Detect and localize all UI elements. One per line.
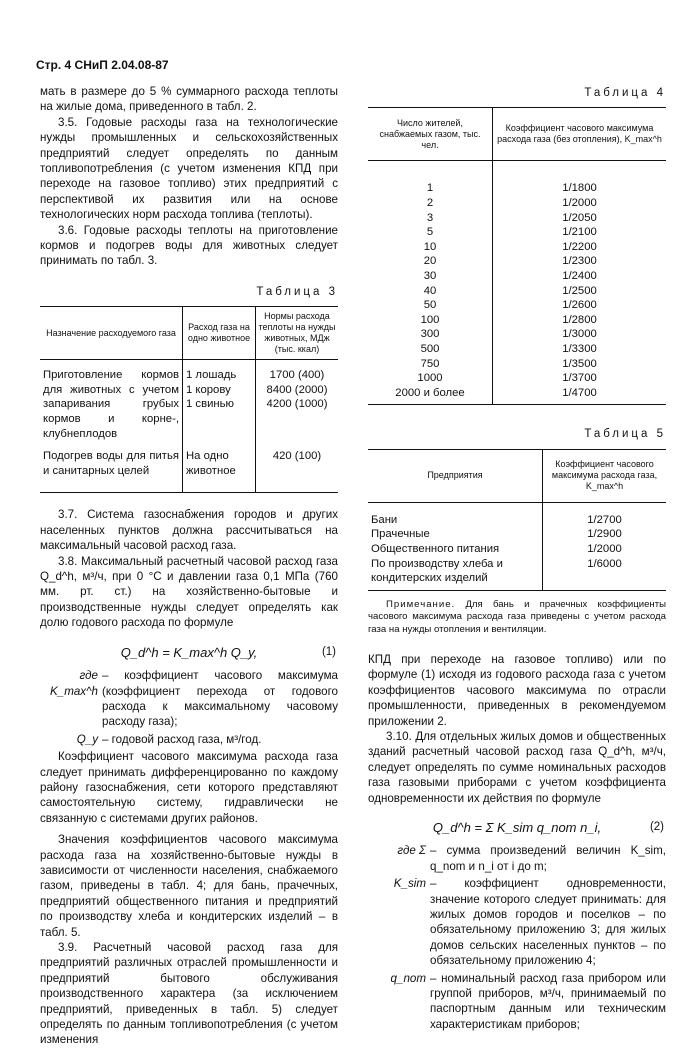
table-cell: 1/2100 xyxy=(493,225,667,240)
formula-2-number: (2) xyxy=(649,820,664,833)
table-row xyxy=(368,269,666,284)
table-cell-line: 1700 (400) xyxy=(269,369,325,382)
table-cell: 1/2200 xyxy=(493,240,667,255)
right-column xyxy=(368,84,666,1034)
table-5-caption: Таблица 5 xyxy=(584,428,666,441)
paragraph-3-6: 3.6. Годовые расходы теплоты на приготовление кормов и подогрев воды для животных следует принимать по табл. 3. xyxy=(40,223,338,268)
note-text: Для бань и прачечных коэффициенты часового максимума расхода газа приведены с учетом расхода газа на нужды отопления и вентиляции. xyxy=(368,598,666,635)
table-cell: 1/3300 xyxy=(493,342,667,357)
table-cell: 1/3000 xyxy=(493,327,667,342)
formula-legend-item xyxy=(40,668,338,730)
paragraph-3-9-continuation: КПД при переходе на газовое топливо) или по формуле (1) исходя из годового расхода газа с учетом коэффициентов часового максимума по отрасли промышленности, приведенных в рекомендуемом приложении 2. xyxy=(368,652,666,728)
table-row xyxy=(368,327,666,342)
table-row xyxy=(40,441,338,493)
table-cell: Приготовление кормов для животных с учетом запаривания грубых кормов и корне-, клубнеплодов xyxy=(43,369,179,440)
table-cell: 50 xyxy=(423,299,437,312)
table-cell: 1/6000 xyxy=(543,557,667,591)
table-cell xyxy=(183,360,256,441)
table-cell: 20 xyxy=(423,255,437,268)
table-cell: 750 xyxy=(420,357,440,370)
table-row xyxy=(368,357,666,372)
table-cell: 1/3500 xyxy=(493,357,667,372)
formula-legend-item xyxy=(368,843,666,874)
table-row xyxy=(368,225,666,240)
table-cell: По производству хлеба и кондитерских изделий xyxy=(371,557,503,585)
table-cell: 1/2700 xyxy=(543,502,667,527)
table-3-header: Нормы расхода теплоты на нужды животных, МДж (тыс. ккал) xyxy=(256,307,339,360)
table-cell: 2 xyxy=(426,197,434,209)
table-cell: 1/4700 xyxy=(493,386,667,405)
table-cell: 30 xyxy=(423,269,437,282)
table-cell: 1/2400 xyxy=(493,269,667,284)
formula-1-expression: Q_d^h = K_max^h Q_y, xyxy=(120,644,258,660)
table-cell: 100 xyxy=(420,313,440,326)
legend-text: – коэффициент часового максимума (коэффициент перехода от годового расхода к максимальному часовому расходу газа); xyxy=(102,669,338,729)
legend-text: – номинальный расход газа прибором или группой приборов, м³/ч, принимаемый по паспортным данным или техническим характеристикам приборов; xyxy=(430,971,666,1031)
table-5-note xyxy=(368,599,666,636)
table-row xyxy=(368,527,666,542)
legend-symbol: где K_max^h xyxy=(50,669,98,698)
table-row xyxy=(368,313,666,328)
formula-2 xyxy=(368,820,666,835)
legend-symbol: K_sim xyxy=(393,877,426,891)
table-row xyxy=(368,298,666,313)
paragraph-3-9: 3.9. Расчетный часовой расход газа для предприятий различных отраслей промышленности и предприятий бытового обслуживания производственного характера (за исключением предприятий, приведенных в табл. 5) следует определять по данным топливопотребления (с учетом изменения xyxy=(40,941,338,1047)
table-row xyxy=(368,502,666,527)
table-5-body xyxy=(368,502,666,590)
table-cell: Прачечные xyxy=(371,528,430,541)
legend-text: – коэффициент одновременности, значение которого следует принимать: для жилых домов городов и поселков – по обязательному приложению 3; для жилых домов сельских населенных пунктов – по обязательному приложению 4; xyxy=(430,877,666,968)
legend-symbol: Q_y xyxy=(76,732,98,746)
table-3-header: Расход газа на одно животное xyxy=(183,307,256,360)
left-column xyxy=(40,84,338,1048)
table-4 xyxy=(368,107,666,405)
table-5-header: Коэффициент часового максимума расхода газа, K_max^h xyxy=(543,449,667,502)
table-cell: 1 xyxy=(426,182,434,195)
table-3-header: Назначение расходуемого газа xyxy=(40,307,183,360)
table-cell: 500 xyxy=(420,342,440,355)
table-cell: На одно животное xyxy=(183,441,256,493)
table-row xyxy=(368,342,666,357)
table-cell: 3 xyxy=(426,211,434,224)
table-row xyxy=(368,284,666,299)
table-5-header: Предприятия xyxy=(368,449,543,502)
formula-1 xyxy=(40,645,338,660)
paragraph-continuation: мать в размере до 5 % суммарного расхода теплоты на жилые дома, приведенного в табл. 2. xyxy=(40,85,338,114)
table-4-header: Число жителей, снабжаемых газом, тыс. чел. xyxy=(368,108,493,161)
formula-legend-item xyxy=(368,876,666,968)
table-cell: 40 xyxy=(423,284,437,297)
table-cell xyxy=(256,360,339,441)
table-row xyxy=(368,196,666,211)
table-row xyxy=(40,360,338,441)
table-cell: 1/2800 xyxy=(493,313,667,328)
table-3-caption: Таблица 3 xyxy=(256,285,338,298)
table-cell: 1/2500 xyxy=(493,284,667,299)
table-row xyxy=(368,542,666,557)
table-cell: 1/2300 xyxy=(493,254,667,269)
table-row xyxy=(368,371,666,386)
note-label: Примечание. xyxy=(386,598,456,610)
table-4-header: Коэффициент часового максимума расхода газа (без отопления), K_max^h xyxy=(493,108,667,161)
paragraph-3-8-b: Коэффициент часового максимума расхода газа следует принимать дифференцированно по каждому району газоснабжения, сети которого представляют самостоятельную систему, гидравлически не связанную с системами других районов. xyxy=(40,750,338,825)
formula-2-expression: Q_d^h = Σ K_sim q_nom n_i, xyxy=(432,819,602,835)
table-cell: 1/2000 xyxy=(493,196,667,211)
formula-legend-item xyxy=(368,971,666,1033)
table-cell: 300 xyxy=(420,328,440,341)
table-cell-line: 4200 (1000) xyxy=(266,398,328,411)
legend-text: – сумма произведений величин K_sim, q_nom и n_i от i до m; xyxy=(430,844,666,873)
table-row xyxy=(368,557,666,591)
paragraph-3-8-c: Значения коэффициентов часового максимума расхода газа на хозяйственно-бытовые нужды в зависимости от численности населения, снабжаемого газом, приведены в табл. 4; для бань, прачечных, предприятий общественного питания и предприятий по производству хлеба и кондитерских изделий – в табл. 5. xyxy=(40,833,338,939)
table-cell: 10 xyxy=(423,240,437,253)
paragraph-3-10: 3.10. Для отдельных жилых домов и общественных зданий расчетный часовой расход газа Q_d^h, м³/ч, следует определять по сумме номинальных расходов газа газовыми приборами с учетом коэффициента одновременности их действия по формуле xyxy=(368,729,666,805)
table-5 xyxy=(368,449,666,591)
table-cell: 1/2600 xyxy=(493,298,667,313)
paragraph-3-5: 3.5. Годовые расходы газа на технологические нужды промышленных и сельскохозяйственных предприятий следует определять по данным топливопотребления (с учетом изменения КПД при переходе на газовое топливо) этих предприятий с перспективой их развития или на основе технологических норм расхода топлива (теплоты). xyxy=(40,115,338,222)
table-cell-line: 8400 (2000) xyxy=(266,383,328,396)
table-cell: Бани xyxy=(371,513,398,526)
table-cell: 1/1800 xyxy=(493,161,667,196)
table-row xyxy=(368,211,666,226)
table-cell: 1/2050 xyxy=(493,211,667,226)
table-row xyxy=(368,254,666,269)
table-cell: 1/3700 xyxy=(493,371,667,386)
table-cell: Подогрев воды для питья и санитарных целей xyxy=(43,450,179,477)
table-4-caption: Таблица 4 xyxy=(584,87,666,99)
table-cell: 2000 и более xyxy=(395,386,465,399)
table-cell-line: 1 лошадь xyxy=(186,369,237,382)
table-cell: 1/2900 xyxy=(543,527,667,542)
table-cell-line: 1 свинью xyxy=(186,398,234,411)
table-row xyxy=(368,386,666,405)
paragraph-3-8: 3.8. Максимальный расчетный часовой расход газа Q_d^h, м³/ч, при 0 °С и давлении газа 0,1 МПа (760 мм. рт. ст.) на хозяйственно-бытовые и производственные нужды следует определять как долю годового расхода по формуле xyxy=(40,554,338,630)
table-cell: 5 xyxy=(426,226,434,239)
page-header: Стр. 4 СНиП 2.04.08-87 xyxy=(36,58,169,72)
table-cell: Общественного питания xyxy=(371,542,500,555)
paragraph-3-7: 3.7. Система газоснабжения городов и других населенных пунктов должна рассчитываться на максимальный часовой расход газа. xyxy=(40,508,338,553)
table-row xyxy=(368,161,666,196)
table-row xyxy=(368,240,666,255)
legend-symbol: q_nom xyxy=(390,971,426,985)
legend-symbol: где Σ xyxy=(397,844,426,858)
formula-1-number: (1) xyxy=(321,645,336,658)
table-cell-line: 1 корову xyxy=(186,383,231,396)
table-cell: 420 (100) xyxy=(256,441,339,493)
table-4-body xyxy=(368,161,666,405)
formula-legend-item xyxy=(40,732,338,747)
table-cell: 1/2000 xyxy=(543,542,667,557)
table-3 xyxy=(40,306,338,493)
table-cell: 1000 xyxy=(417,372,443,385)
legend-text: – годовой расход газа, м³/год. xyxy=(102,732,262,746)
